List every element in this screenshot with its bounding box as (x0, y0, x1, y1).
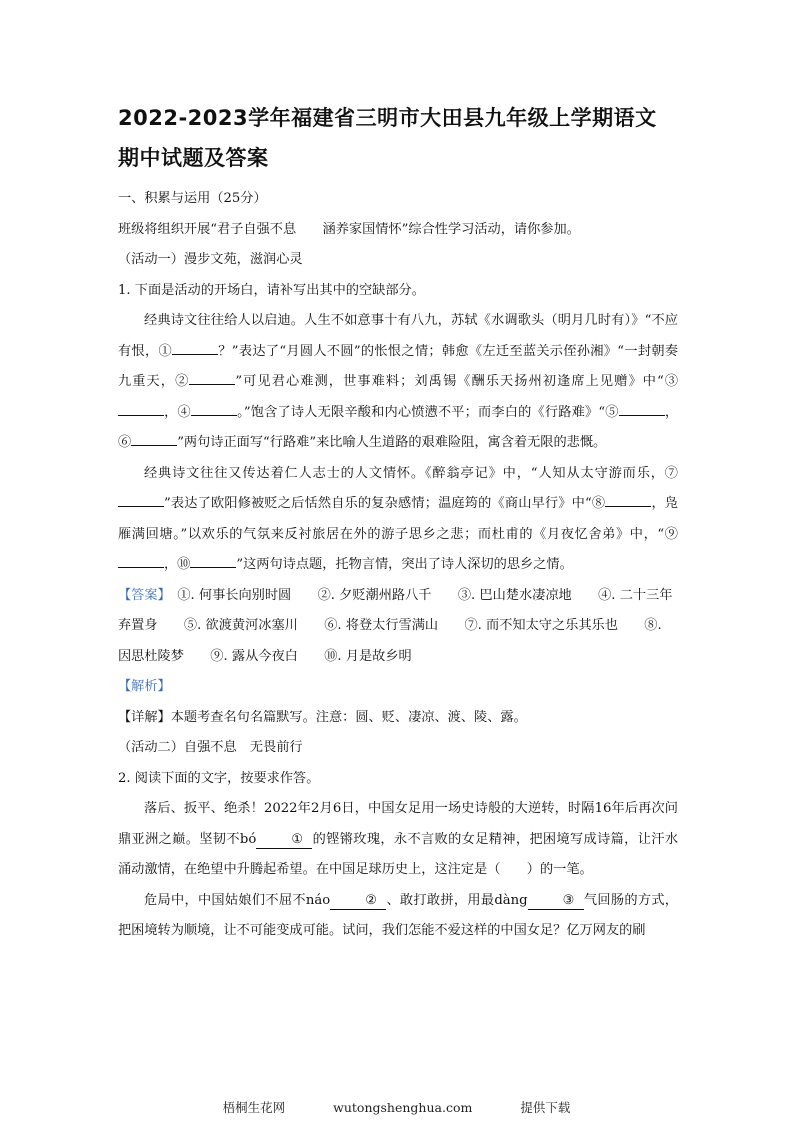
fill-blank (118, 403, 164, 416)
answer-block (118, 581, 678, 673)
text-segment: ，④ (164, 404, 191, 420)
text-segment: ”可见君心难测，世事难料；刘禹锡《酬乐天扬州初逢席上见赠》中“③ (235, 374, 679, 389)
text-segment: 危局中，中国姑娘们不屈不náo (144, 892, 331, 908)
activity-two-heading: （活动二）自强不息 无畏前行 (118, 740, 303, 755)
text-segment: ”这两句诗点题，托物言情，突出了诗人深切的思乡之情。 (236, 557, 573, 572)
text-segment: 经典诗文往往给人以启迪。人生不如意事十有八九，苏轼《水调歌头（明月几时有）》“不应有恨，① (118, 313, 678, 359)
analysis-tag: 【解析】 (118, 679, 171, 694)
text-segment: 落后、扳平、绝杀！2022年2月6日，中国女足用一场史诗般的大逆转，时隔16年后再次问鼎亚洲之巅。坚韧不bó (118, 801, 678, 847)
detail-block (118, 703, 678, 734)
footer-note: 提供下载 (520, 1100, 571, 1115)
text-segment: ”两句诗正面写“行路难”来比喻人生道路的艰难险阻，寓含着无限的悲慨。 (177, 435, 607, 450)
fill-blank (131, 433, 177, 446)
activity-one-heading: （活动一）漫步文苑，滋润心灵 (118, 252, 303, 267)
text-segment: ，⑥ (118, 404, 679, 450)
footer-url[interactable]: wutongshenghua.com (333, 1100, 473, 1115)
detail-tag: 【详解】 (118, 709, 171, 725)
question-2-paragraph-2 (118, 886, 678, 947)
underlined-blank-1: ① (256, 832, 312, 849)
text-segment: ，⑩ (164, 557, 191, 572)
answer-tag: 【答案】 (118, 587, 165, 603)
section-heading: 一、积累与运用（25分） (118, 191, 267, 206)
intro-text: 班级将组织开展“君子自强不息 涵养家国情怀”综合性学习活动，请你参加。 (118, 221, 580, 237)
text-segment: 。”饱含了诗人无限辛酸和内心愤懑不平；而李白的《行路难》“⑤ (236, 404, 619, 420)
document-title: 2022-2023学年福建省三明市大田县九年级上学期语文期中试题及答案 (118, 106, 657, 170)
text-segment: 气回肠的方式，把困境转为顺境，让不可能变成可能。试问，我们怎能不爱这样的中国女足？亿万网友的刷 (118, 892, 678, 938)
document-page (118, 98, 678, 947)
underlined-blank-3: ③ (528, 893, 584, 910)
text-segment: 经典诗文往往又传达着仁人志士的人文情怀。《醉翁亭记》中，“人知从太守游而乐，⑦ (144, 465, 678, 481)
fill-blank (605, 494, 651, 507)
question-1-paragraph-2 (118, 459, 678, 581)
text-segment: ”表达了欧阳修被贬之后恬然自乐的复杂感情；温庭筠的《商山早行》中“⑧ (164, 496, 606, 511)
fill-blank (619, 403, 665, 416)
analysis-heading (118, 672, 678, 703)
question-1-paragraph-1 (118, 306, 678, 459)
underlined-blank-2: ② (330, 893, 386, 910)
question-2-prompt: 2. 阅读下面的文字，按要求作答。 (118, 770, 320, 786)
text-segment: ？”表达了“月圆人不圆”的怅恨之情；韩愈《左迁至蓝关示侄孙湘》“一封朝奏九重天，② (118, 343, 679, 389)
detail-text: 本题考查名句名篇默写。注意：圆、贬、凄凉、渡、陵、露。 (170, 709, 527, 725)
page-footer (0, 1098, 793, 1116)
question-1-prompt: 1. 下面是活动的开场白，请补写出其中的空缺部分。 (118, 282, 425, 298)
text-segment: 的铿锵玫瑰，永不言败的女足精神，把困境写成诗篇，让汗水涌动激情，在绝望中升腾起希望。在中国足球历史上，这注定是（ ）的一笔。 (118, 831, 679, 877)
fill-blank (172, 342, 218, 355)
answer-text: ①. 何事长向别时圆 ②. 夕贬潮州路八千 ③. 巴山楚水凄凉地 ④. 二十三年弃置身 ⑤. 欲渡黄河冰塞川 ⑥. 将登太行雪满山 ⑦. 而不知太守之乐其乐也 ⑧. 因思杜陵梦 ⑨. 露从今夜白 ⑩. 月是故乡明 (118, 587, 673, 664)
fill-blank (118, 494, 164, 507)
fill-blank (189, 372, 235, 385)
text-segment: ，凫雁满回塘。”以欢乐的气氛来反衬旅居在外的游子思乡之悲；而杜甫的《月夜忆舍弟》中，“⑨ (118, 496, 678, 542)
fill-blank (191, 403, 237, 416)
fill-blank (190, 555, 236, 568)
text-segment: 、敢打敢拼，用最dàng (386, 892, 528, 908)
footer-site-name: 梧桐生花网 (222, 1100, 286, 1115)
question-2-paragraph-1 (118, 794, 678, 886)
fill-blank (118, 555, 164, 568)
